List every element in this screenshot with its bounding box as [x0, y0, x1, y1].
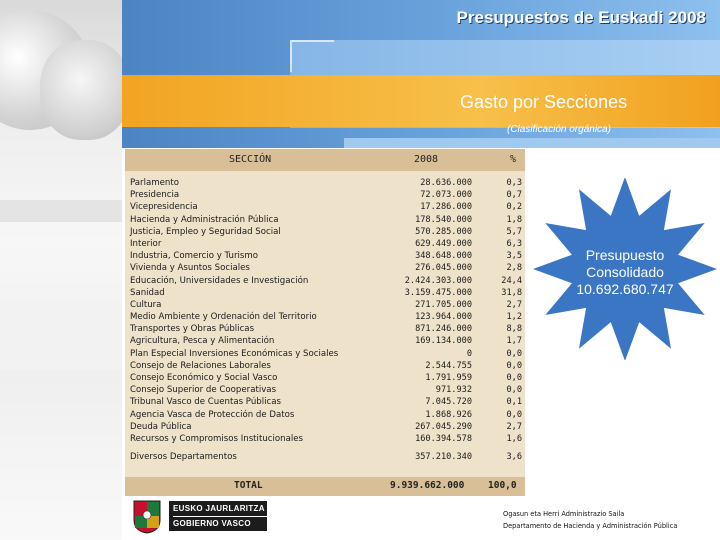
section-name: Hacienda y Administración Pública: [130, 214, 279, 225]
badge-amount: 10.692.680.747: [576, 281, 674, 297]
section-percent: 31,8: [501, 287, 522, 298]
badge-line-2: Consolidado: [586, 264, 664, 280]
section-name: Consejo de Relaciones Laborales: [130, 360, 271, 371]
section-amount: 271.705.000: [415, 299, 472, 310]
section-amount: 871.246.000: [415, 324, 472, 335]
section-name: Industria, Comercio y Turismo: [130, 251, 258, 262]
section-name: Plan Especial Inversiones Económicas y Sociales: [130, 348, 339, 359]
table-row: [125, 396, 525, 408]
section-amount: 72.073.000: [420, 190, 472, 201]
section-amount: 267.045.290: [415, 421, 472, 432]
table-row: [125, 433, 525, 445]
section-percent: 0,0: [506, 348, 522, 359]
section-name: Recursos y Compromisos Institucionales: [130, 433, 303, 444]
table-row: [125, 262, 525, 274]
table-row: [125, 335, 525, 347]
total-percent: 100,0: [488, 480, 517, 491]
table-row: [125, 323, 525, 335]
coat-of-arms-icon: [133, 500, 161, 534]
column-header-section: SECCIÓN: [229, 154, 272, 165]
section-percent: 2,8: [506, 263, 522, 274]
section-amount: 123.964.000: [415, 312, 472, 323]
column-header-percent: %: [510, 154, 517, 165]
section-amount: 971.932: [435, 385, 472, 396]
section-name: Agricultura, Pesca y Alimentación: [130, 336, 275, 347]
section-amount: 169.134.000: [415, 336, 472, 347]
section-percent: 0,2: [506, 202, 522, 213]
section-name: Educación, Universidades e Investigación: [130, 275, 309, 286]
section-percent: 0,3: [506, 178, 522, 188]
section-percent: 3,6: [506, 452, 522, 463]
section-amount: 160.394.578: [415, 433, 472, 444]
section-percent: 1,2: [506, 312, 522, 323]
section-amount: 17.286.000: [420, 202, 472, 213]
badge-line-1: Presupuesto: [585, 247, 665, 263]
section-amount: 357.210.340: [415, 452, 472, 463]
section-percent: 8,8: [506, 324, 522, 335]
consolidated-budget-label: [530, 247, 720, 298]
footer-spanish: Departamento de Hacienda y Administración Pública: [503, 522, 678, 530]
total-label: TOTAL: [234, 480, 263, 491]
table-row: [125, 384, 525, 396]
table-row: [125, 275, 525, 287]
table-row: [125, 348, 525, 360]
section-percent: 1,6: [506, 433, 522, 444]
section-amount: 629.449.000: [415, 238, 472, 249]
section-percent: 0,0: [506, 360, 522, 371]
section-amount: 570.285.000: [415, 226, 472, 237]
table-row: [125, 189, 525, 201]
logo-wordmark: EUSKO JAURLARITZA GOBIERNO VASCO: [169, 501, 267, 531]
section-subtitle: Gasto por Secciones: [460, 92, 628, 112]
section-percent: 3,5: [506, 251, 522, 262]
footer-basque: Ogasun eta Herri Administrazio Saila: [503, 510, 625, 518]
section-name: Agencia Vasca de Protección de Datos: [130, 409, 295, 420]
table-row: [125, 238, 525, 250]
table-row: [125, 421, 525, 433]
section-name: Vicepresidencia: [130, 202, 198, 213]
section-name: Cultura: [130, 299, 162, 310]
table-row: [125, 372, 525, 384]
decorative-photo-strip: [0, 0, 122, 540]
section-name: Presidencia: [130, 190, 180, 201]
table-row: [125, 201, 525, 213]
section-percent: 0,0: [506, 385, 522, 396]
table-body: [125, 177, 525, 463]
section-name: Sanidad: [130, 287, 165, 298]
department-footer: [503, 508, 677, 532]
section-percent: 1,7: [506, 336, 522, 347]
section-percent: 6,3: [506, 238, 522, 249]
section-name: Medio Ambiente y Ordenación del Territorio: [130, 312, 317, 323]
section-name: Vivienda y Asuntos Sociales: [130, 263, 250, 274]
table-row: [125, 299, 525, 311]
table-row: [125, 409, 525, 421]
section-percent: 2,7: [506, 299, 522, 310]
table-row: [125, 451, 525, 463]
section-amount: 1.791.959: [425, 373, 472, 383]
section-amount: 3.159.475.000: [404, 287, 472, 298]
table-row: [125, 287, 525, 299]
table-row: [125, 360, 525, 372]
section-amount: 2.544.755: [425, 360, 472, 371]
section-percent: 0,0: [506, 409, 522, 420]
section-name: Interior: [130, 238, 162, 249]
section-amount: 276.045.000: [415, 263, 472, 274]
section-percent: 24,4: [501, 275, 522, 286]
section-amount: 178.540.000: [415, 214, 472, 225]
section-percent: 2,7: [506, 421, 522, 432]
section-name: Justicia, Empleo y Seguridad Social: [130, 226, 281, 237]
table-row: [125, 311, 525, 323]
section-name: Tribunal Vasco de Cuentas Públicas: [130, 397, 281, 408]
column-header-year: 2008: [414, 154, 439, 165]
section-name: Diversos Departamentos: [130, 452, 237, 463]
government-logo: [133, 498, 273, 536]
section-amount: 0: [466, 348, 472, 359]
table-total-row: [125, 477, 525, 496]
section-name: Consejo Económico y Social Vasco: [130, 373, 278, 383]
section-percent: 0,7: [506, 190, 522, 201]
section-percent: 0,0: [506, 373, 522, 383]
section-amount: 7.045.720: [425, 397, 472, 408]
section-name: Deuda Pública: [130, 421, 192, 432]
table-row: [125, 214, 525, 226]
table-row: [125, 177, 525, 189]
table-row: [125, 226, 525, 238]
total-value: 9.939.662.000: [390, 480, 465, 491]
section-percent: 1,8: [506, 214, 522, 225]
section-percent: 0,1: [506, 397, 522, 408]
section-name: Transportes y Obras Públicas: [130, 324, 255, 335]
page-title: Presupuestos de Euskadi 2008: [456, 8, 706, 27]
table-row: [125, 250, 525, 262]
section-percent: 5,7: [506, 226, 522, 237]
table-header: [125, 149, 525, 171]
section-amount: 348.648.000: [415, 251, 472, 262]
section-name: Consejo Superior de Cooperativas: [130, 385, 277, 396]
section-amount: 2.424.303.000: [404, 275, 472, 286]
section-name: Parlamento: [130, 178, 179, 188]
section-amount: 1.868.926: [425, 409, 472, 420]
classification-note: (Clasificación orgánica): [507, 124, 611, 135]
section-amount: 28.636.000: [420, 178, 472, 188]
